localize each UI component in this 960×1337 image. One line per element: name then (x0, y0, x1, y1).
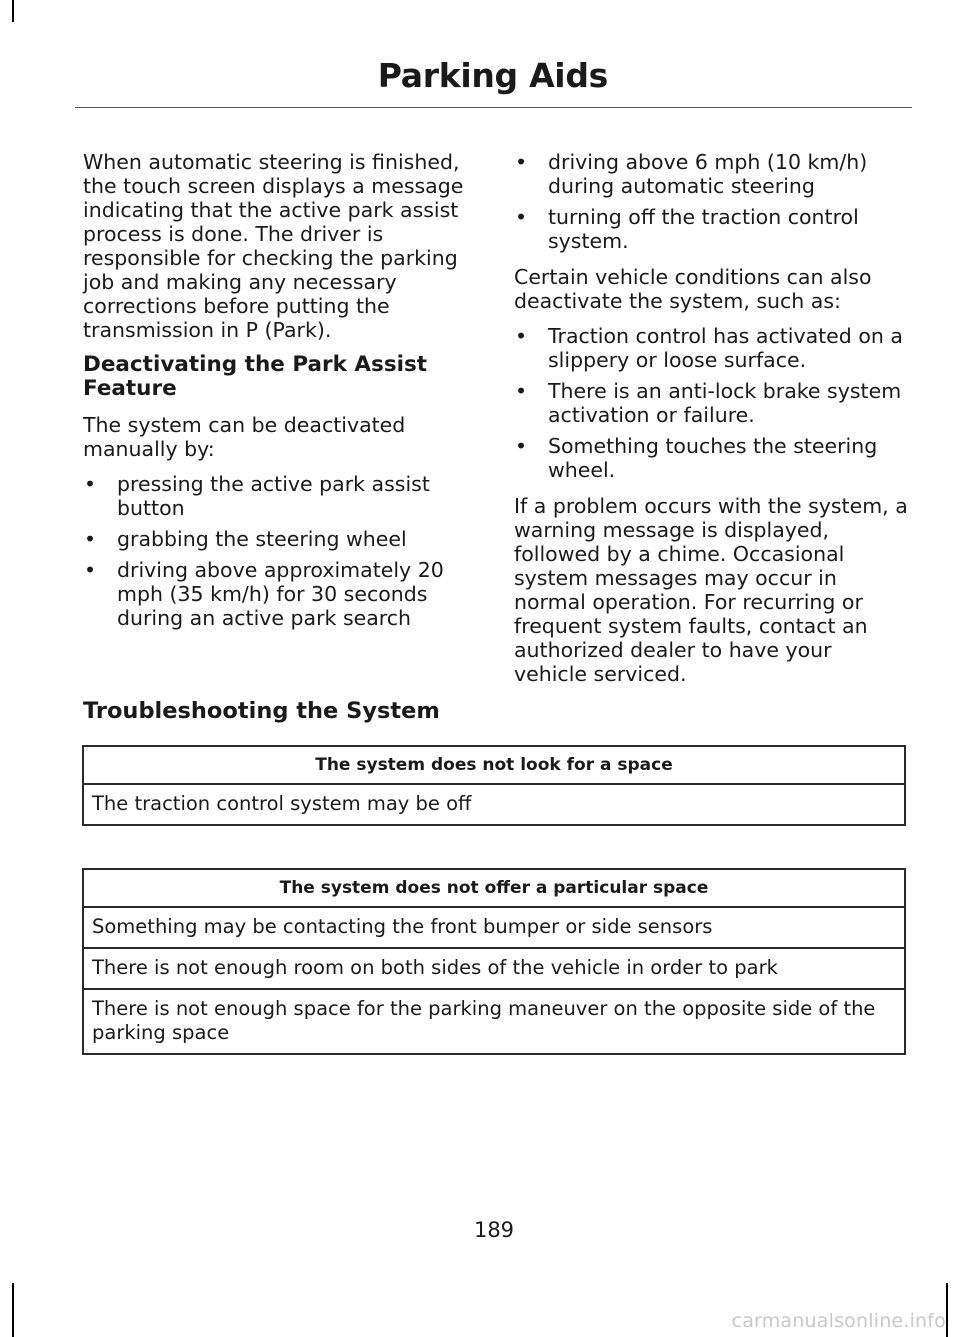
list-item (83, 472, 473, 520)
list-item (514, 434, 910, 482)
vehicle-conditions-list (514, 324, 910, 482)
list-item (83, 527, 473, 551)
bullet-icon: • (515, 205, 528, 229)
table-header: The system does not offer a particular space (83, 869, 905, 907)
bullet-icon: • (84, 558, 97, 582)
list-item (83, 558, 473, 630)
bullet-icon: • (515, 324, 528, 348)
table-row (83, 948, 905, 989)
list-item-text: grabbing the steering wheel (117, 527, 407, 551)
list-item (514, 324, 910, 372)
page-title: Parking Aids (377, 56, 608, 95)
problem-paragraph: If a problem occurs with the system, a warning message is displayed, followed by a chime. Occasional system messages may occur in normal operation. For recurring or frequent system faults, contact an authorized dealer to have your vehicle serviced. (514, 494, 908, 686)
crop-mark-bottom-right (946, 1283, 948, 1337)
bullet-icon: • (515, 150, 528, 174)
list-item-text: driving above approximately 20 mph (35 km/h) for 30 seconds during an active park search (117, 558, 444, 630)
list-item (514, 379, 910, 427)
list-item-text: turning off the traction control system. (548, 205, 859, 253)
manual-deactivation-list (83, 472, 473, 630)
table-header-row (83, 746, 905, 784)
manual-intro: The system can be deactivated manually by: (83, 413, 406, 461)
table-cell: Something may be contacting the front bumper or side sensors (83, 907, 905, 948)
crop-mark-bottom-left (12, 1283, 14, 1337)
table-cell: The traction control system may be off (83, 784, 905, 825)
table-row (83, 907, 905, 948)
watermark: carmanualsonline.info (731, 1310, 946, 1332)
list-item-text: There is an anti-lock brake system activation or failure. (548, 379, 902, 427)
page-number: 189 (473, 1218, 515, 1242)
troubleshooting-title: Troubleshooting the System (83, 698, 440, 724)
table-header-row (83, 869, 905, 907)
title-divider (75, 107, 912, 108)
list-item-text: Something touches the steering wheel. (548, 434, 878, 482)
list-item-text: pressing the active park assist button (117, 472, 430, 520)
deactivating-heading: Deactivating the Park Assist Feature (83, 352, 428, 401)
list-item-text: Traction control has activated on a slippery or loose surface. (548, 324, 903, 372)
list-item-text: driving above 6 mph (10 km/h) during automatic steering (548, 150, 868, 198)
crop-mark-top-left (12, 0, 14, 22)
no-space-search-table (82, 745, 906, 826)
continued-deactivation-list (514, 150, 910, 253)
bullet-icon: • (84, 527, 97, 551)
bullet-icon: • (84, 472, 97, 496)
conditions-intro: Certain vehicle conditions can also deactivate the system, such as: (514, 265, 872, 313)
intro-paragraph: When automatic steering is finished, the touch screen displays a message indicating that the active park assist process is done. The driver is responsible for checking the parking job and making any necessary corrections before putting the transmission in P (Park). (83, 150, 464, 342)
right-column (514, 150, 910, 697)
table-header: The system does not look for a space (83, 746, 905, 784)
table-row (83, 784, 905, 825)
bullet-icon: • (515, 434, 528, 458)
table-cell: There is not enough room on both sides of the vehicle in order to park (83, 948, 905, 989)
left-column (83, 150, 473, 642)
list-item (514, 150, 910, 198)
table-row (83, 989, 905, 1054)
no-particular-space-table (82, 868, 906, 1055)
table-cell: There is not enough space for the parking maneuver on the opposite side of the parking space (83, 989, 905, 1054)
bullet-icon: • (515, 379, 528, 403)
list-item (514, 205, 910, 253)
